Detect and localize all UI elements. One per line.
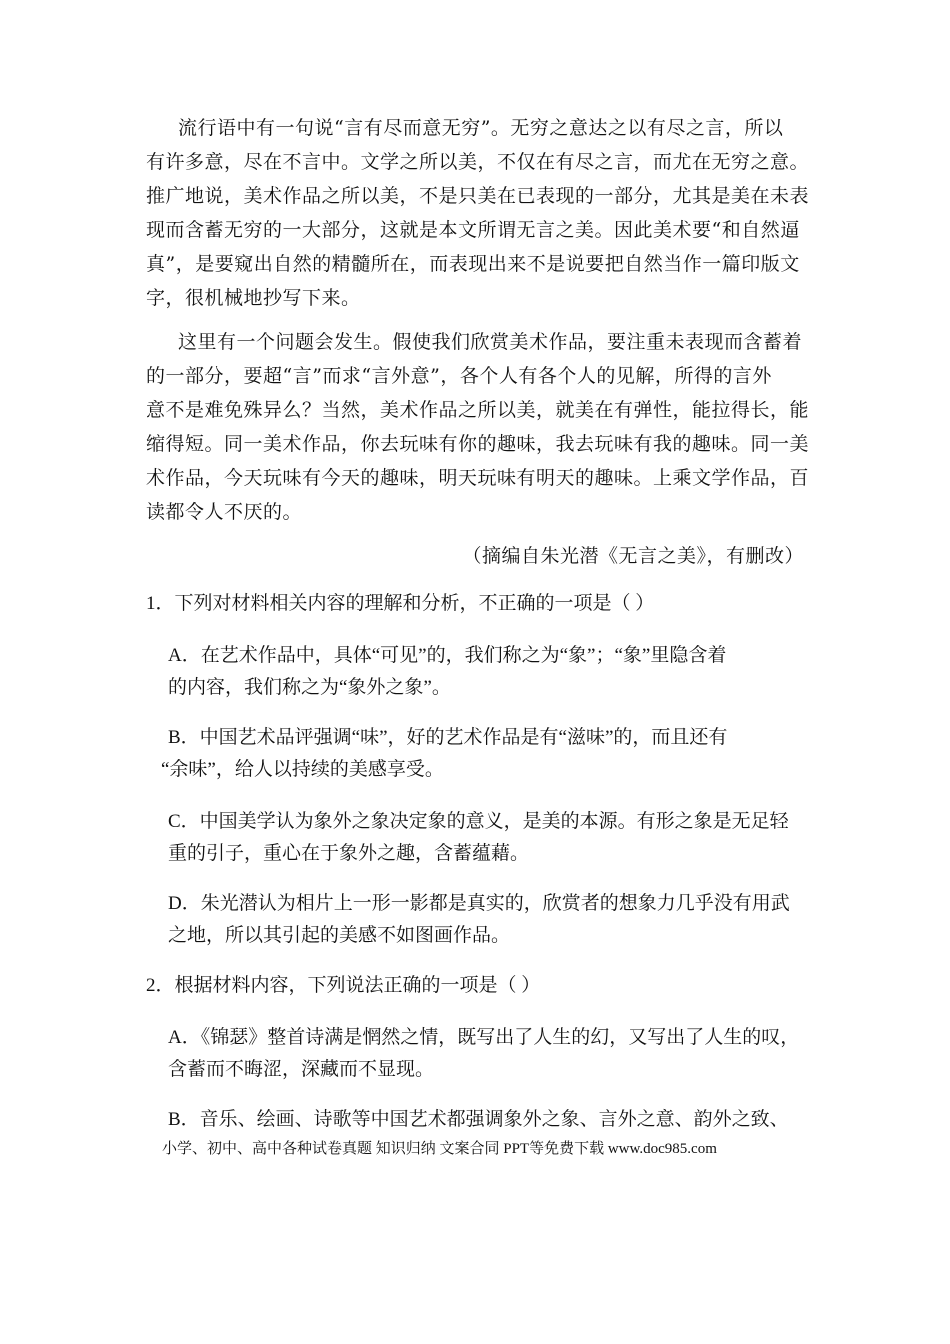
passage-line: 现而含蓄无穷的一大部分，这就是本文所谓无言之美。因此美术要“和自然逼 bbox=[146, 219, 800, 241]
option-a-cont: 含蓄而不晦涩，深藏而不显现。 bbox=[168, 1059, 435, 1080]
question-stem: 1．下列对材料相关内容的理解和分析，不正确的一项是（ ） bbox=[146, 593, 655, 614]
passage-source: （摘编自朱光潜《无言之美》，有删改） bbox=[462, 545, 804, 567]
page-footer: 小学、初中、高中各种试卷真题 知识归纳 文案合同 PPT等免费下载 www.doc985.com bbox=[162, 1141, 717, 1157]
option-d: D．朱光潜认为相片上一形一影都是真实的，欣赏者的想象力几乎没有用武 bbox=[168, 893, 790, 914]
passage-line: 推广地说，美术作品之所以美，不是只美在已表现的一部分，尤其是美在未表 bbox=[146, 185, 810, 207]
passage-line: 有许多意，尽在不言中。文学之所以美，不仅在有尽之言，而尤在无穷之意。 bbox=[146, 151, 810, 173]
option-b-cont: “余味”，给人以持续的美感享受。 bbox=[161, 759, 444, 780]
passage-line: 术作品，今天玩味有今天的趣味，明天玩味有明天的趣味。上乘文学作品，百 bbox=[146, 467, 810, 489]
passage-line: 流行语中有一句说“言有尽而意无穷”。无穷之意达之以有尽之言，所以 bbox=[178, 117, 784, 139]
option-c: C．中国美学认为象外之象决定象的意义，是美的本源。有形之象是无足轻 bbox=[168, 811, 789, 832]
passage-line: 真”，是要窥出自然的精髓所在，而表现出来不是说要把自然当作一篇印版文 bbox=[146, 253, 800, 275]
passage-line: 缩得短。同一美术作品，你去玩味有你的趣味，我去玩味有我的趣味。同一美 bbox=[146, 433, 810, 455]
option-a: A．在艺术作品中，具体“可见”的，我们称之为“象”；“象”里隐含着 bbox=[168, 645, 727, 666]
option-b: B．音乐、绘画、诗歌等中国艺术都强调象外之象、言外之意、韵外之致、 bbox=[168, 1109, 789, 1130]
passage-line: 读都令人不厌的。 bbox=[146, 501, 303, 523]
passage-line: 意不是难免殊异么？当然，美术作品之所以美，就美在有弹性，能拉得长，能 bbox=[146, 399, 810, 421]
option-a-cont: 的内容，我们称之为“象外之象”。 bbox=[168, 677, 451, 698]
option-c-cont: 重的引子，重心在于象外之趣，含蓄蕴藉。 bbox=[168, 843, 530, 864]
option-a: A．《锦瑟》整首诗满是惘然之情，既写出了人生的幻，又写出了人生的叹， bbox=[168, 1027, 800, 1048]
passage-line: 字，很机械地抄写下来。 bbox=[146, 287, 361, 309]
passage-line: 这里有一个问题会发生。假使我们欣赏美术作品，要注重未表现而含蓄着 bbox=[178, 331, 803, 353]
option-d-cont: 之地，所以其引起的美感不如图画作品。 bbox=[168, 925, 511, 946]
option-b: B．中国艺术品评强调“味”，好的艺术作品是有“滋味”的，而且还有 bbox=[168, 727, 728, 748]
passage-line: 的一部分，要超“言”而求“言外意”，各个人有各个人的见解，所得的言外 bbox=[146, 365, 772, 387]
question-stem: 2．根据材料内容，下列说法正确的一项是（ ） bbox=[146, 975, 541, 996]
